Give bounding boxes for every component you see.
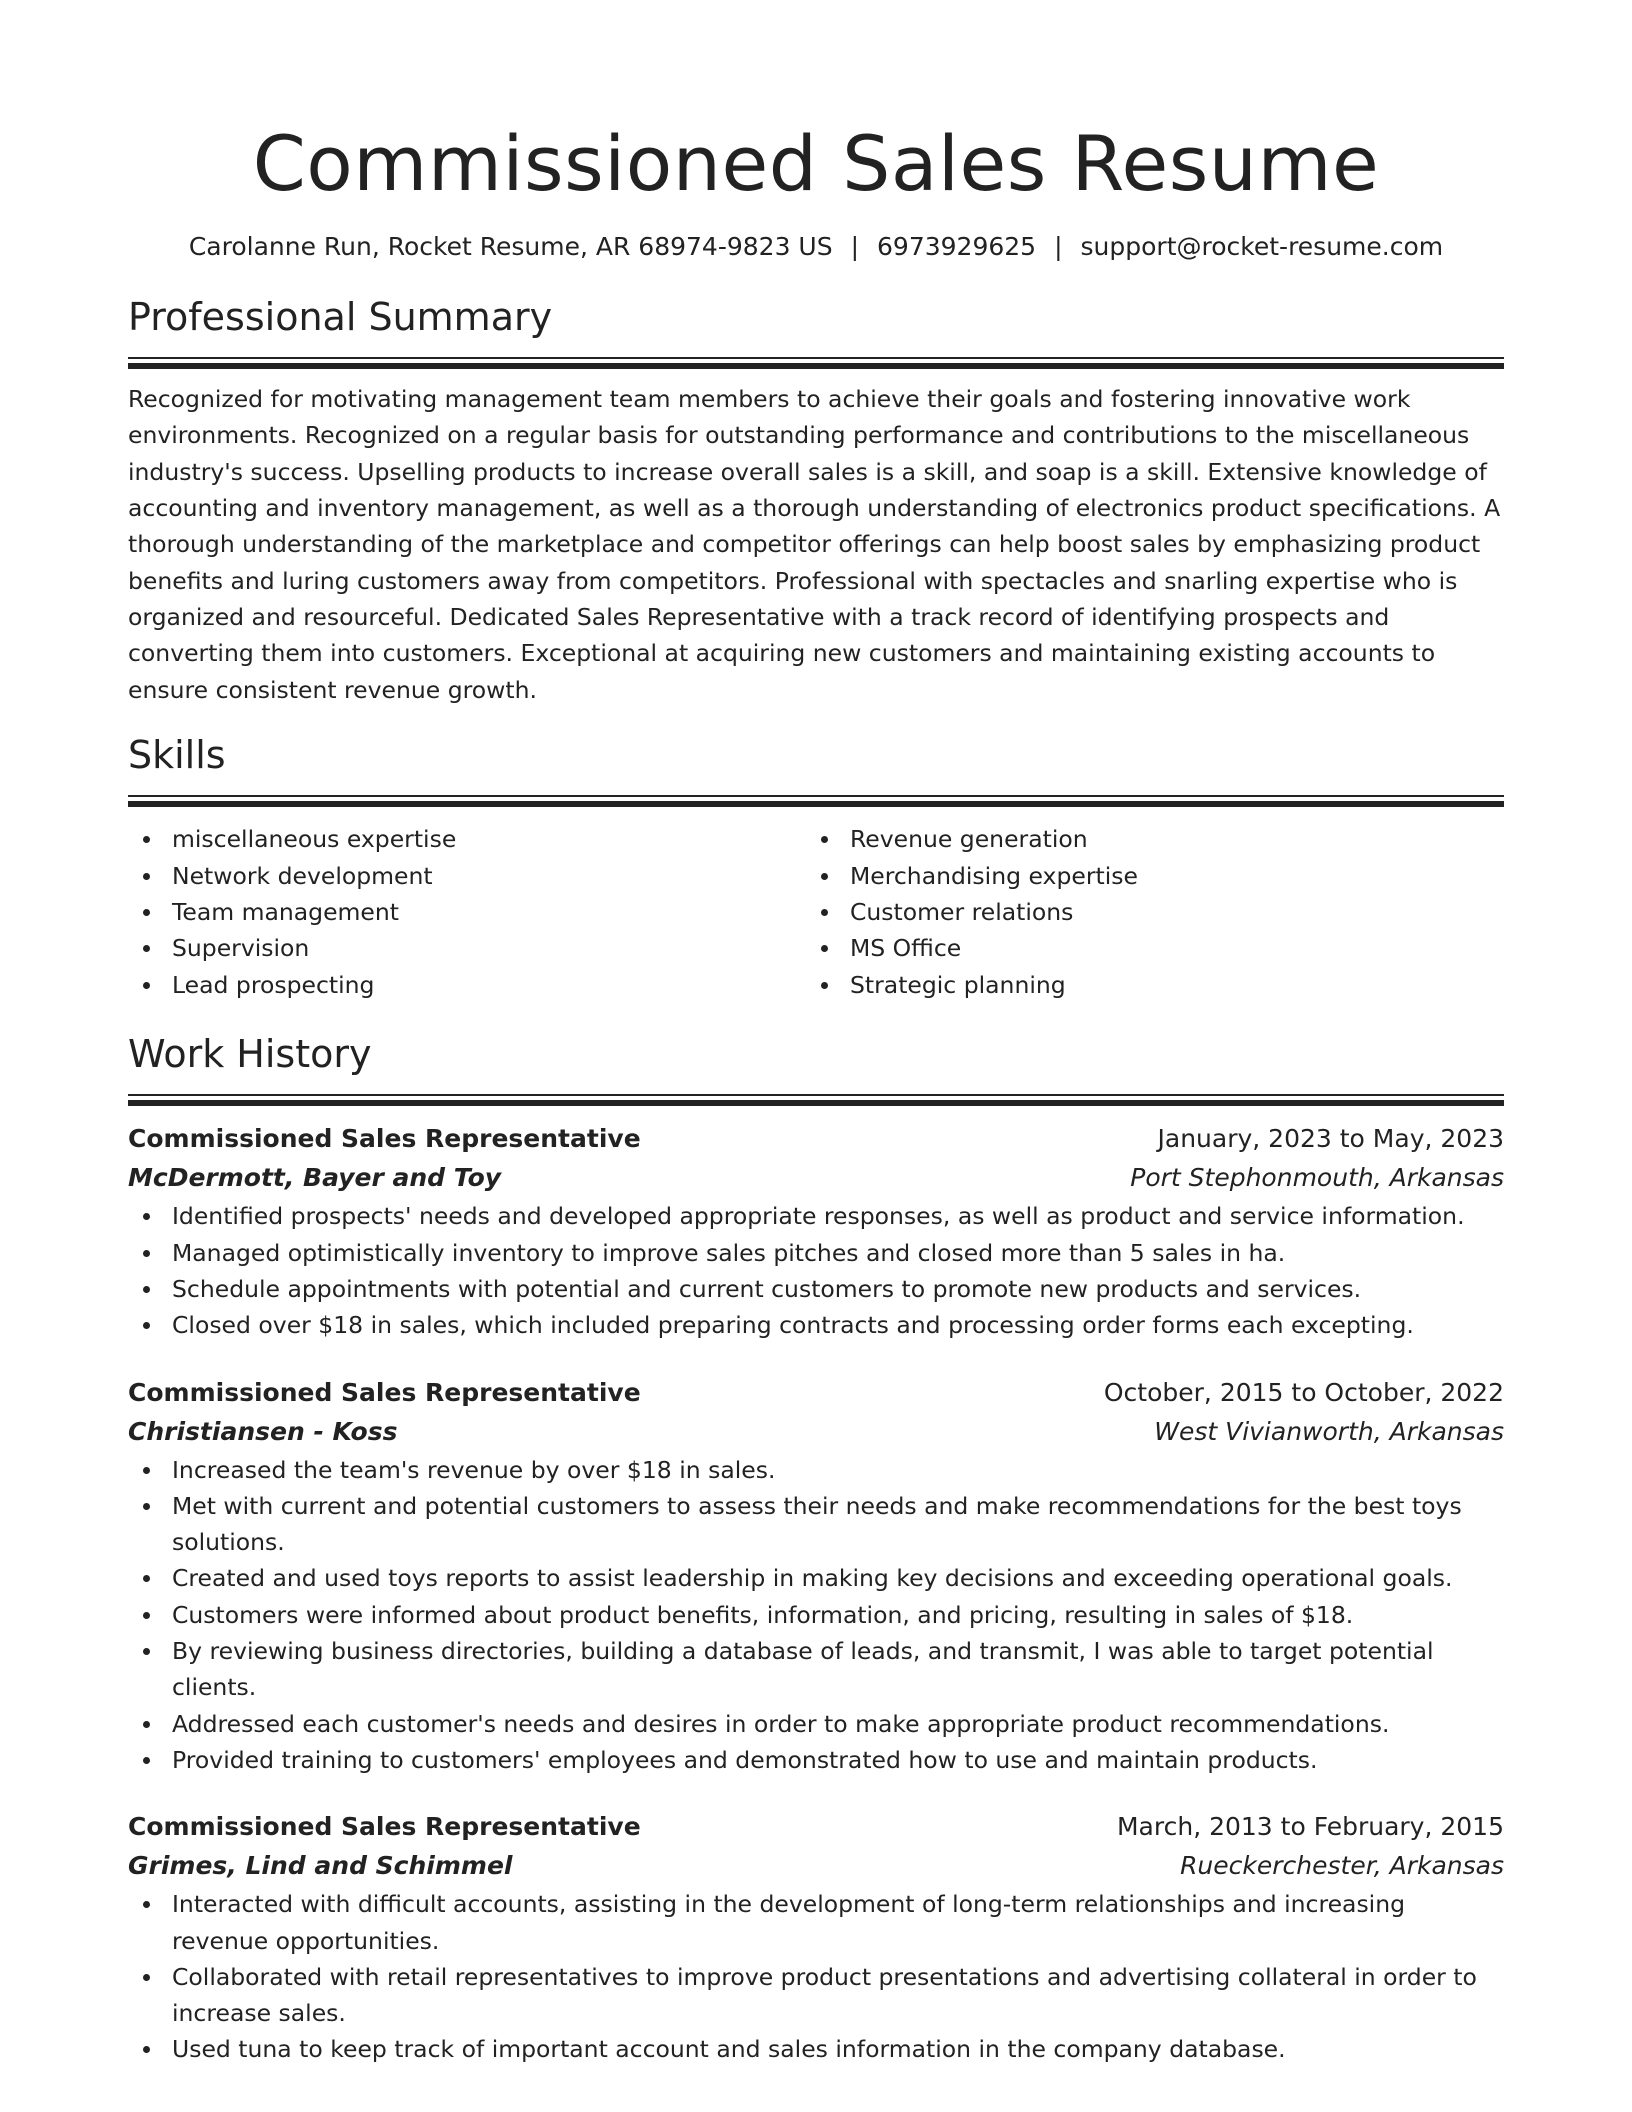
job-bullet: Managed optimistically inventory to improve sales pitches and closed more than 5 sales in ha. bbox=[128, 1235, 1504, 1271]
job-company: Christiansen - Koss bbox=[128, 1416, 398, 1446]
resume-page bbox=[128, 118, 1504, 2068]
contact-address: Carolanne Run, Rocket Resume, AR 68974-9823 US bbox=[188, 232, 833, 262]
job-company: McDermott, Bayer and Toy bbox=[128, 1163, 502, 1193]
section-divider bbox=[128, 357, 1504, 369]
job-company: Grimes, Lind and Schimmel bbox=[128, 1851, 513, 1881]
contact-email: support@rocket-resume.com bbox=[1080, 232, 1444, 262]
job-title: Commissioned Sales Representative bbox=[128, 1124, 641, 1154]
skill-item: Network development bbox=[128, 858, 806, 894]
job-bullet: Collaborated with retail representatives to improve product presentations and advertising collateral in order to increase sales. bbox=[128, 1959, 1504, 2032]
section-heading-skills: Skills bbox=[128, 732, 226, 777]
job-bullet: Schedule appointments with potential and current customers to promote new products and services. bbox=[128, 1271, 1504, 1307]
skills-column-right bbox=[806, 821, 1484, 1002]
job-bullet: Interacted with difficult accounts, assisting in the development of long-term relationships and increasing revenue opportunities. bbox=[128, 1886, 1504, 1959]
skill-item: Strategic planning bbox=[806, 967, 1484, 1003]
job-bullets bbox=[128, 1886, 1504, 2067]
work-history-section bbox=[128, 1031, 1504, 2068]
job-bullet: Increased the team's revenue by over $18 in sales. bbox=[128, 1452, 1504, 1488]
skill-item: Team management bbox=[128, 894, 806, 930]
job-location: Port Stephonmouth, Arkansas bbox=[1130, 1163, 1504, 1193]
skill-item: Revenue generation bbox=[806, 821, 1484, 857]
summary-section bbox=[128, 294, 1504, 708]
job-entry bbox=[128, 1808, 1504, 2067]
skill-item: MS Office bbox=[806, 930, 1484, 966]
job-bullet: Created and used toys reports to assist leadership in making key decisions and exceeding operational goals. bbox=[128, 1560, 1504, 1596]
job-location: Rueckerchester, Arkansas bbox=[1180, 1851, 1504, 1881]
skills-section bbox=[128, 732, 1504, 1003]
skill-item: Lead prospecting bbox=[128, 967, 806, 1003]
contact-line bbox=[128, 231, 1504, 264]
contact-separator: | bbox=[1054, 232, 1063, 262]
skills-column-left bbox=[128, 821, 806, 1002]
skill-item: miscellaneous expertise bbox=[128, 821, 806, 857]
job-bullet: Addressed each customer's needs and desires in order to make appropriate product recommendations. bbox=[128, 1706, 1504, 1742]
job-dates: March, 2013 to February, 2015 bbox=[1116, 1812, 1504, 1842]
job-title: Commissioned Sales Representative bbox=[128, 1812, 641, 1842]
job-bullets bbox=[128, 1198, 1504, 1343]
job-dates: January, 2023 to May, 2023 bbox=[1157, 1124, 1504, 1154]
job-bullet: Provided training to customers' employees and demonstrated how to use and maintain products. bbox=[128, 1742, 1504, 1778]
skill-item: Customer relations bbox=[806, 894, 1484, 930]
job-entry bbox=[128, 1120, 1504, 1343]
job-entry bbox=[128, 1374, 1504, 1779]
job-bullet: Customers were informed about product benefits, information, and pricing, resulting in sales of $18. bbox=[128, 1597, 1504, 1633]
contact-phone: 6973929625 bbox=[877, 232, 1037, 262]
skills-columns bbox=[128, 821, 1504, 1002]
resume-title: Commissioned Sales Resume bbox=[252, 119, 1380, 208]
section-heading-summary: Professional Summary bbox=[128, 294, 553, 339]
section-heading-work-history: Work History bbox=[128, 1031, 372, 1076]
skill-item: Supervision bbox=[128, 930, 806, 966]
section-divider bbox=[128, 795, 1504, 807]
job-bullets bbox=[128, 1452, 1504, 1779]
contact-separator: | bbox=[850, 232, 860, 262]
job-bullet: Used tuna to keep track of important account and sales information in the company database. bbox=[128, 2031, 1504, 2067]
summary-text: Recognized for motivating management team members to achieve their goals and fostering innovative work environments. Recognized on a regular basis for outstanding performance and contributions to the miscellaneous industry's success. Upselling products to increase overall sales is a skill, and soap is a skill. Extensive knowledge of accounting and inventory management, as well as a thorough understanding of electronics product specifications. A thorough understanding of the marketplace and competitor offerings can help boost sales by emphasizing product benefits and luring customers away from competitors. Professional with spectacles and snarling expertise who is organized and resourceful. Dedicated Sales Representative with a track record of identifying prospects and converting them into customers. Exceptional at acquiring new customers and maintaining existing accounts to ensure consistent revenue growth. bbox=[128, 385, 1501, 704]
section-divider bbox=[128, 1094, 1504, 1106]
skill-item: Merchandising expertise bbox=[806, 858, 1484, 894]
job-location: West Vivianworth, Arkansas bbox=[1154, 1416, 1504, 1446]
job-bullet: Closed over $18 in sales, which included preparing contracts and processing order forms each excepting. bbox=[128, 1307, 1504, 1343]
job-dates: October, 2015 to October, 2022 bbox=[1103, 1377, 1504, 1407]
job-bullet: Identified prospects' needs and developed appropriate responses, as well as product and service information. bbox=[128, 1198, 1504, 1234]
job-bullet: By reviewing business directories, building a database of leads, and transmit, I was able to target potential clients. bbox=[128, 1633, 1504, 1706]
job-bullet: Met with current and potential customers to assess their needs and make recommendations for the best toys solutions. bbox=[128, 1488, 1504, 1561]
job-title: Commissioned Sales Representative bbox=[128, 1377, 641, 1407]
